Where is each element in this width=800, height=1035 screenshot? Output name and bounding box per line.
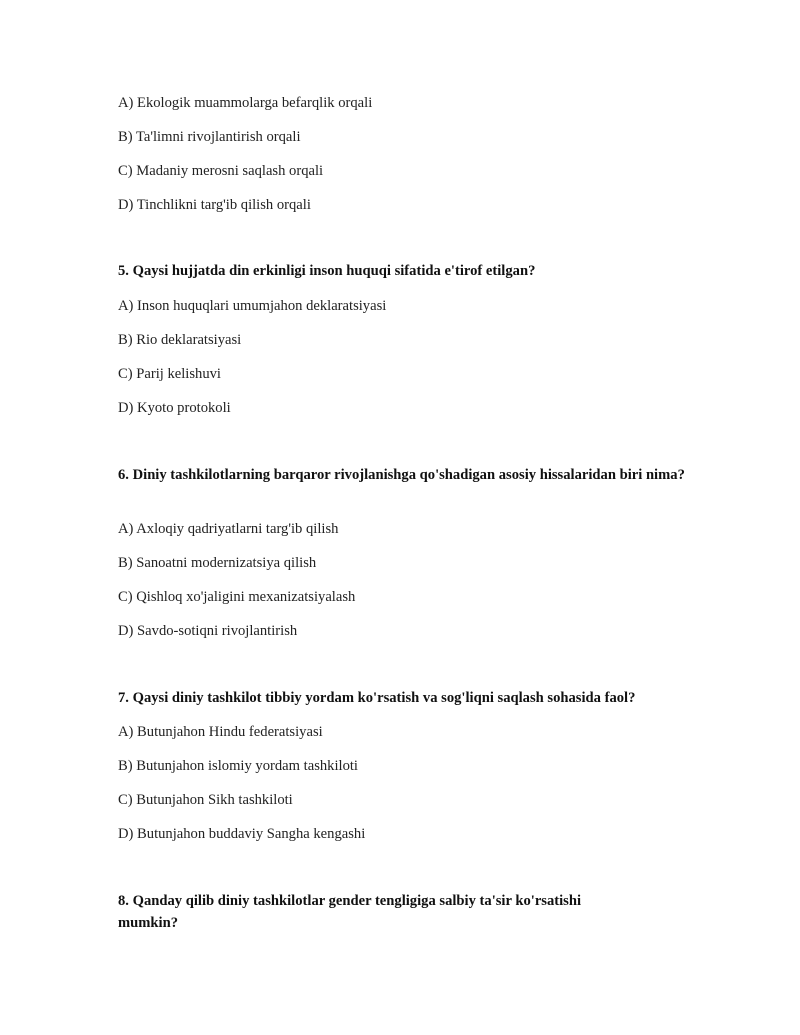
q4-option-a: A) Ekologik muammolarga befarqlik orqali	[118, 95, 373, 111]
q7-option-b: B) Butunjahon islomiy yordam tashkiloti	[118, 758, 358, 774]
q6-option-d: D) Savdo-sotiqni rivojlantirish	[118, 623, 298, 639]
q7-option-d: D) Butunjahon buddaviy Sangha kengashi	[118, 826, 366, 842]
q5-option-c: C) Parij kelishuvi	[118, 366, 221, 382]
q5-option-d: D) Kyoto protokoli	[118, 400, 231, 416]
q5-option-a: A) Inson huquqlari umumjahon deklaratsiyasi	[118, 298, 387, 314]
q7-question: 7. Qaysi diniy tashkilot tibbiy yordam ko'rsatish va sog'liqni saqlash sohasida faol?	[118, 690, 636, 706]
q4-option-c: C) Madaniy merosni saqlash orqali	[118, 163, 324, 179]
q7-option-a: A) Butunjahon Hindu federatsiyasi	[118, 724, 323, 740]
q6-option-a: A) Axloqiy qadriyatlarni targ'ib qilish	[118, 521, 339, 537]
q4-option-b: B) Ta'limni rivojlantirish orqali	[118, 129, 301, 145]
q4-option-d: D) Tinchlikni targ'ib qilish orqali	[118, 197, 311, 213]
q8-question: 8. Qanday qilib diniy tashkilotlar gender tengligiga salbiy ta'sir ko'rsatishi mumkin?	[118, 893, 582, 931]
q6-question: 6. Diniy tashkilotlarning barqaror rivojlanishga qo'shadigan asosiy hissalaridan biri nima?	[118, 467, 685, 483]
q7-option-c: C) Butunjahon Sikh tashkiloti	[118, 792, 293, 808]
q6-option-b: B) Sanoatni modernizatsiya qilish	[118, 555, 317, 571]
q5-question: 5. Qaysi hujjatda din erkinligi inson huquqi sifatida e'tirof etilgan?	[118, 263, 536, 279]
q6-option-c: C) Qishloq xo'jaligini mexanizatsiyalash	[118, 589, 356, 605]
q5-option-b: B) Rio deklaratsiyasi	[118, 332, 242, 348]
